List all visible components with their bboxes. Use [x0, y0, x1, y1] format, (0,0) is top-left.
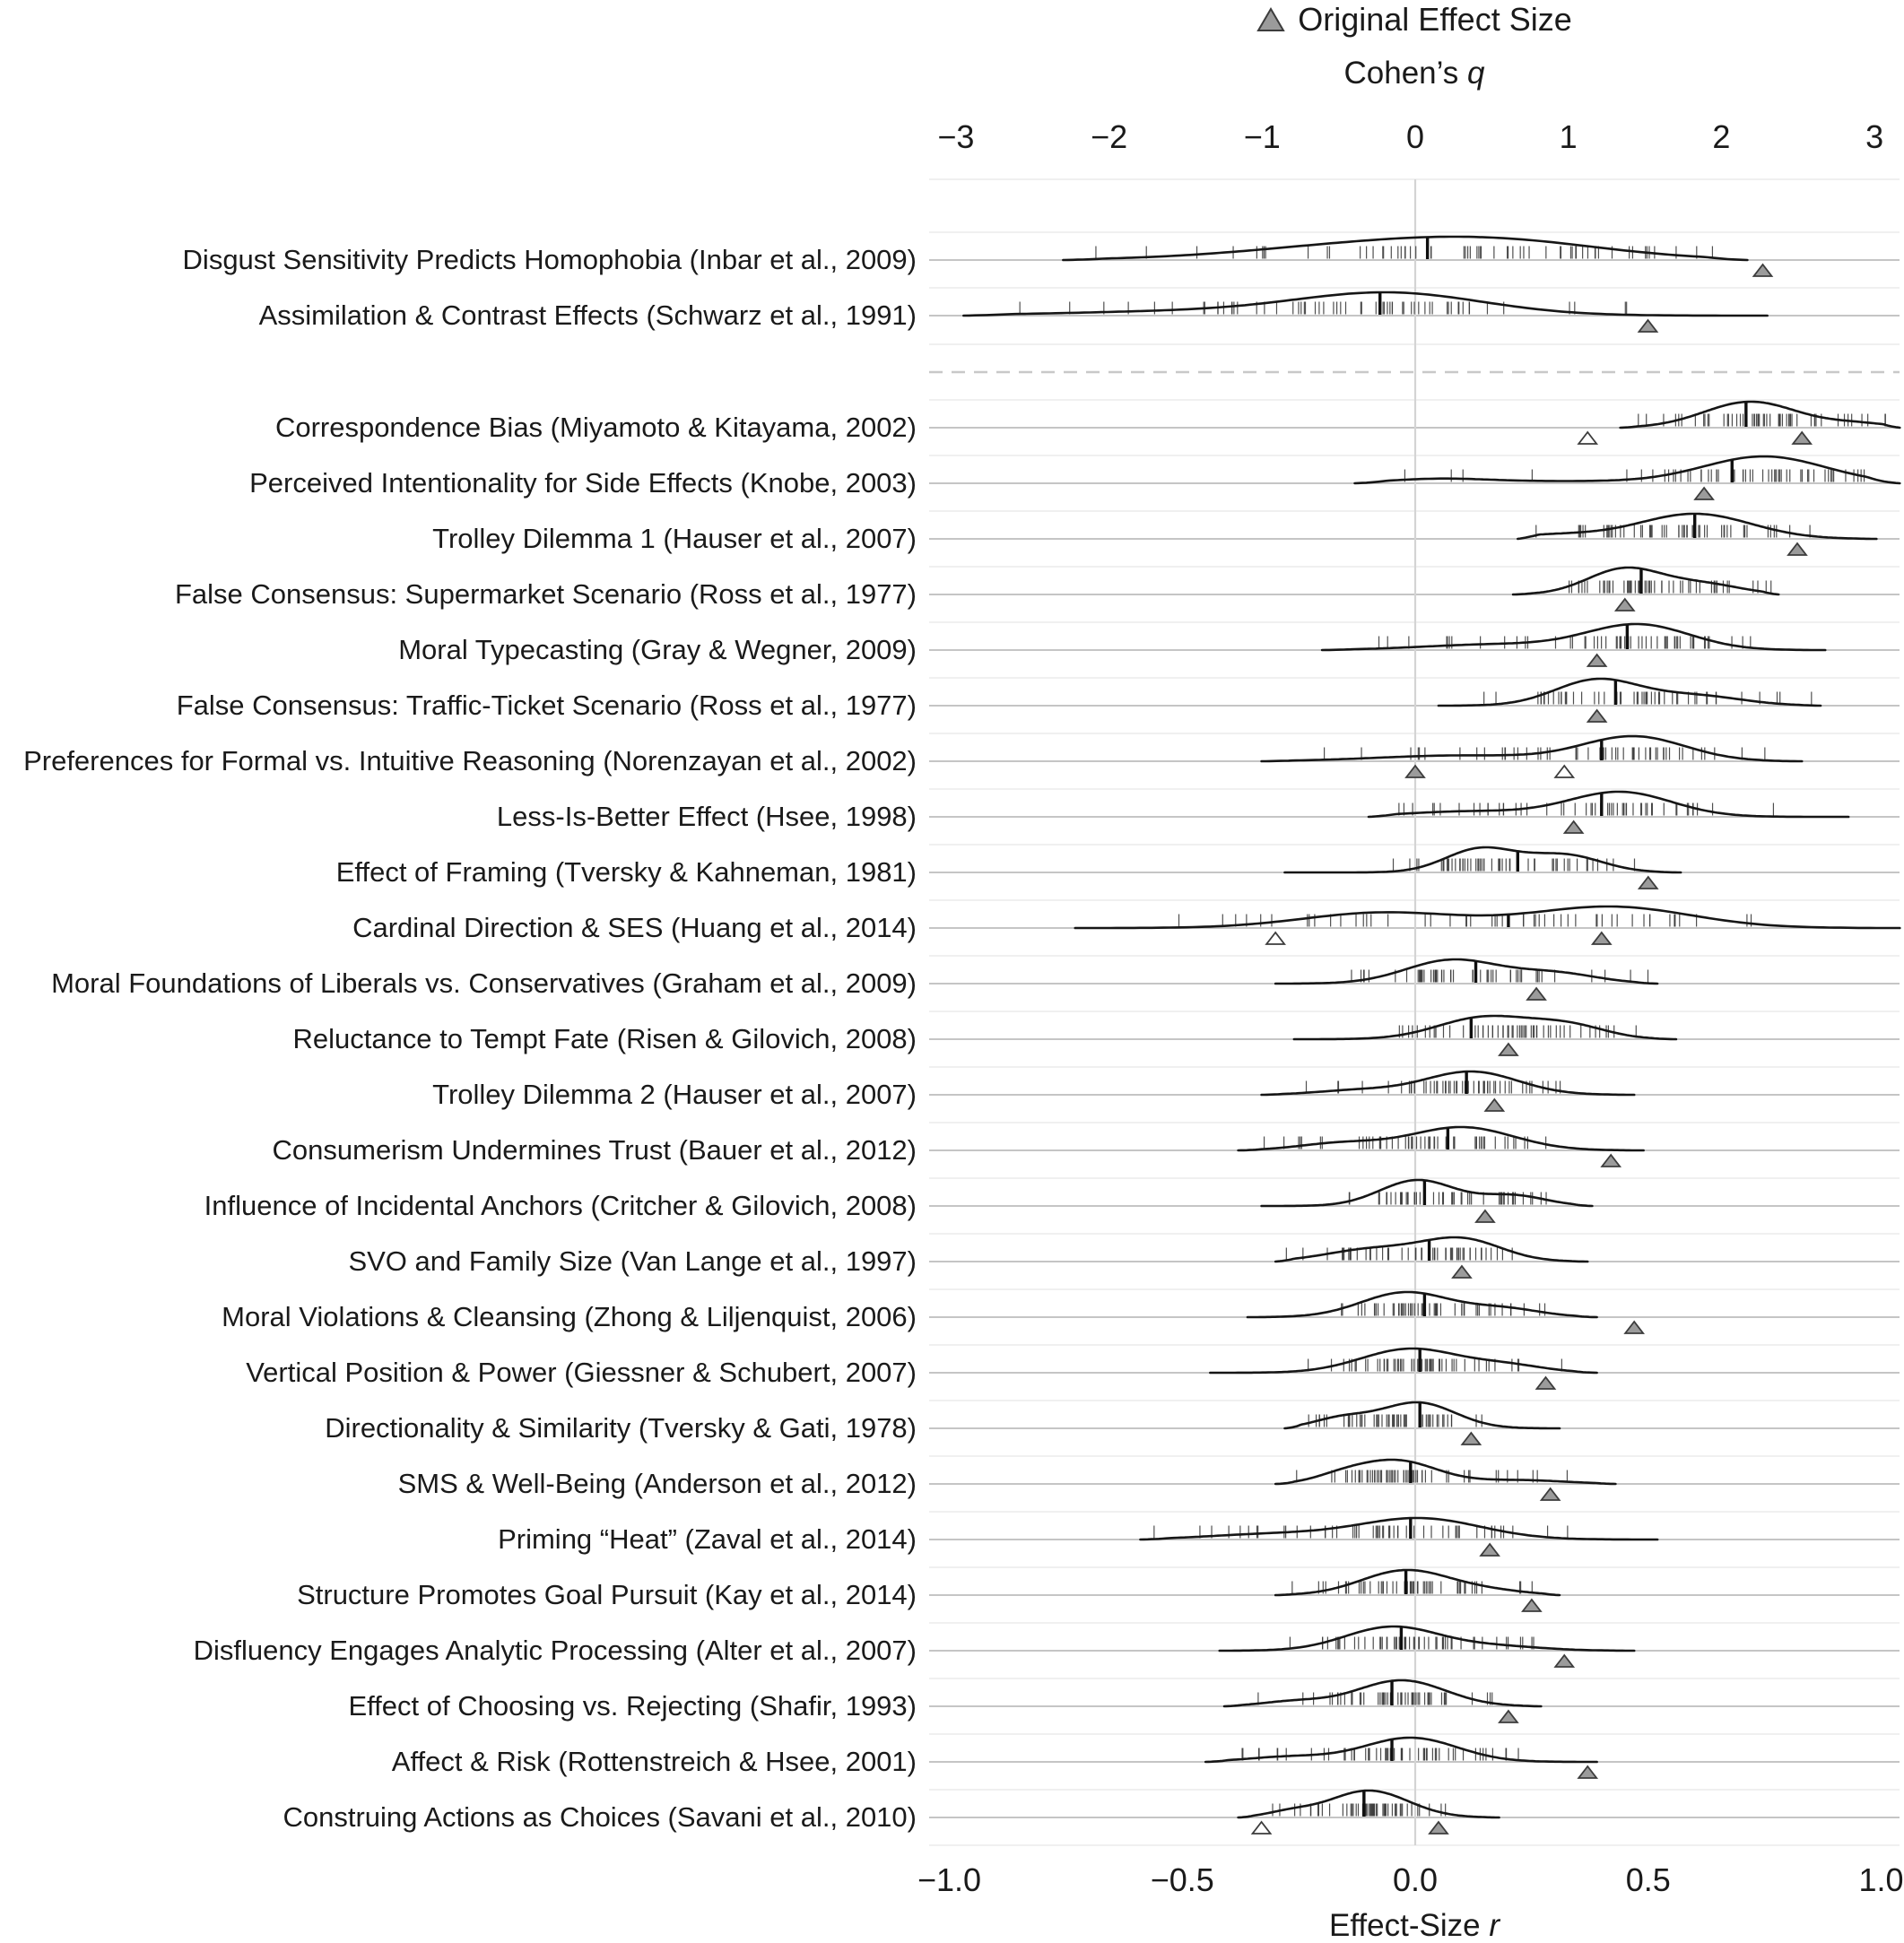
row-ridge	[1063, 237, 1771, 276]
row-label: Correspondence Bias (Miyamoto & Kitayama, 2002)	[274, 412, 917, 443]
row-label: SMS & Well-Being (Anderson et al., 2012)	[397, 1468, 917, 1499]
row-ridge	[1285, 1402, 1561, 1444]
axis-title-top-text: Cohen’s q	[1343, 56, 1485, 91]
row-label: Trolley Dilemma 1 (Hauser et al., 2007)	[432, 523, 917, 554]
original-effect-size-marker	[1602, 1155, 1620, 1167]
tick-label-q: −1	[1243, 118, 1281, 155]
tick-label-q: 2	[1712, 118, 1731, 155]
row-ridge	[1239, 1127, 1644, 1167]
original-effect-size-marker	[1406, 766, 1424, 777]
row-label: Directionality & Similarity (Tversky & Gati, 1978)	[325, 1412, 917, 1444]
row-label: Less-Is-Better Effect (Hsee, 1998)	[496, 801, 917, 832]
row-label: Effect of Framing (Tversky & Kahneman, 1981)	[335, 856, 917, 888]
original-effect-size-marker	[1578, 1766, 1596, 1778]
original-effect-size-marker	[1430, 1822, 1448, 1834]
tick-label-q: 0	[1405, 118, 1425, 155]
row-label: Preferences for Formal vs. Intuitive Reasoning (Norenzayan et al., 2002)	[23, 745, 917, 776]
row-label: Reluctance to Tempt Fate (Risen & Gilovich, 2008)	[292, 1023, 917, 1054]
row-label: SVO and Family Size (Van Lange et al., 1997)	[348, 1245, 917, 1277]
row-label: Assimilation & Contrast Effects (Schwarz et al., 1991)	[258, 299, 917, 331]
tick-label-r: −0.5	[1150, 1861, 1214, 1898]
row-label: Trolley Dilemma 2 (Hauser et al., 2007)	[432, 1079, 917, 1110]
original-effect-size-marker	[1639, 877, 1657, 889]
original-effect-size-marker	[1639, 320, 1656, 332]
row-label: Moral Foundations of Liberals vs. Conservatives (Graham et al., 2009)	[51, 967, 917, 999]
row-ridge	[1262, 1180, 1593, 1222]
secondary-marker-triangle	[1253, 1822, 1271, 1834]
tick-label-q: 1	[1559, 118, 1578, 155]
row-label: Affect & Risk (Rottenstreich & Hsee, 2001)	[391, 1746, 917, 1777]
row-label: Perceived Intentionality for Side Effects (Knobe, 2003)	[249, 467, 917, 499]
row-ridge	[1205, 1738, 1596, 1778]
tick-label-r: 0.0	[1392, 1861, 1439, 1898]
row-ridge	[1275, 959, 1657, 1000]
row-label: Influence of Incidental Anchors (Critcher & Gilovich, 2008)	[204, 1190, 917, 1221]
row-label: False Consensus: Traffic-Ticket Scenario (Ross et al., 1977)	[176, 690, 917, 721]
row-label: False Consensus: Supermarket Scenario (Ross et al., 1977)	[174, 578, 917, 610]
row-ridge	[1369, 792, 1848, 833]
row-ridge	[963, 292, 1767, 332]
original-effect-size-marker	[1793, 432, 1811, 444]
row-ridge	[1355, 456, 1900, 499]
tick-label-q: −3	[937, 118, 975, 155]
original-effect-size-marker	[1593, 932, 1611, 944]
row-ridge	[1275, 1237, 1587, 1278]
row-ridge	[1210, 1349, 1596, 1389]
secondary-marker-triangle	[1555, 766, 1573, 777]
original-effect-size-marker	[1500, 1711, 1517, 1722]
row-ridge	[1578, 402, 1900, 444]
original-effect-size-marker	[1476, 1210, 1494, 1222]
row-ridge	[1220, 1626, 1634, 1667]
row-ridge	[1275, 1460, 1615, 1500]
original-effect-size-marker	[1753, 265, 1771, 276]
original-effect-size-marker	[1588, 655, 1606, 666]
row-label: Disfluency Engages Analytic Processing (Alter et al., 2007)	[193, 1635, 917, 1666]
row-ridge	[1248, 1292, 1643, 1333]
tick-label-r: 0.5	[1625, 1861, 1671, 1898]
original-effect-size-marker	[1625, 1322, 1643, 1333]
original-effect-size-marker	[1485, 1099, 1503, 1111]
row-ridge	[1322, 624, 1825, 666]
row-label: Vertical Position & Power (Giessner & Schubert, 2007)	[246, 1357, 917, 1388]
original-effect-size-marker	[1527, 988, 1545, 1000]
original-effect-size-marker	[1555, 1655, 1573, 1667]
tick-label-q: −2	[1091, 118, 1128, 155]
row-label: Priming “Heat” (Zaval et al., 2014)	[498, 1523, 917, 1555]
original-effect-size-marker	[1565, 821, 1583, 833]
row-ridge	[1517, 514, 1876, 555]
tick-label-q: 3	[1865, 118, 1884, 155]
row-label: Disgust Sensitivity Predicts Homophobia (Inbar et al., 2009)	[182, 244, 917, 275]
secondary-marker-triangle	[1266, 932, 1284, 944]
original-effect-size-marker	[1536, 1377, 1554, 1389]
row-ridge	[1294, 1016, 1676, 1055]
row-ridge	[1141, 1518, 1658, 1556]
original-effect-size-marker	[1788, 543, 1806, 555]
original-effect-size-marker	[1453, 1266, 1471, 1278]
row-ridge	[1513, 568, 1778, 611]
row-ridge	[1262, 1071, 1635, 1111]
row-label: Moral Violations & Cleansing (Zhong & Liljenquist, 2006)	[222, 1301, 917, 1332]
original-effect-size-marker	[1588, 710, 1606, 722]
original-effect-size-marker	[1523, 1600, 1541, 1611]
row-ridge	[1224, 1680, 1541, 1722]
original-effect-size-marker	[1695, 488, 1713, 499]
row-ridge	[1285, 847, 1682, 889]
row-label: Moral Typecasting (Gray & Wegner, 2009)	[398, 634, 917, 665]
row-label: Effect of Choosing vs. Rejecting (Shafir, 1993)	[348, 1690, 917, 1722]
original-effect-size-marker	[1616, 599, 1634, 611]
tick-label-r: 1.0	[1858, 1861, 1904, 1898]
row-label: Construing Actions as Choices (Savani et al., 2010)	[283, 1801, 917, 1833]
row-ridge	[1275, 1570, 1560, 1611]
original-effect-size-marker	[1500, 1044, 1517, 1055]
row-ridge	[1075, 906, 1900, 944]
original-effect-size-marker	[1481, 1544, 1499, 1556]
row-ridge	[1262, 736, 1803, 777]
axis-title-bottom-text: Effect-Size r	[1329, 1908, 1500, 1943]
row-ridge	[1439, 679, 1821, 722]
secondary-marker-triangle	[1578, 432, 1596, 444]
row-label: Structure Promotes Goal Pursuit (Kay et al., 2014)	[297, 1579, 917, 1610]
original-effect-size-marker	[1542, 1488, 1560, 1500]
original-effect-size-marker	[1462, 1433, 1480, 1444]
row-label: Cardinal Direction & SES (Huang et al., 2014)	[352, 912, 917, 943]
row-ridge	[1239, 1791, 1500, 1834]
row-label: Consumerism Undermines Trust (Bauer et al., 2012)	[272, 1134, 917, 1166]
axis-title-bottom	[929, 1906, 1900, 1943]
legend-label: Original Effect Size	[1298, 1, 1572, 38]
tick-label-r: −1.0	[917, 1861, 982, 1898]
